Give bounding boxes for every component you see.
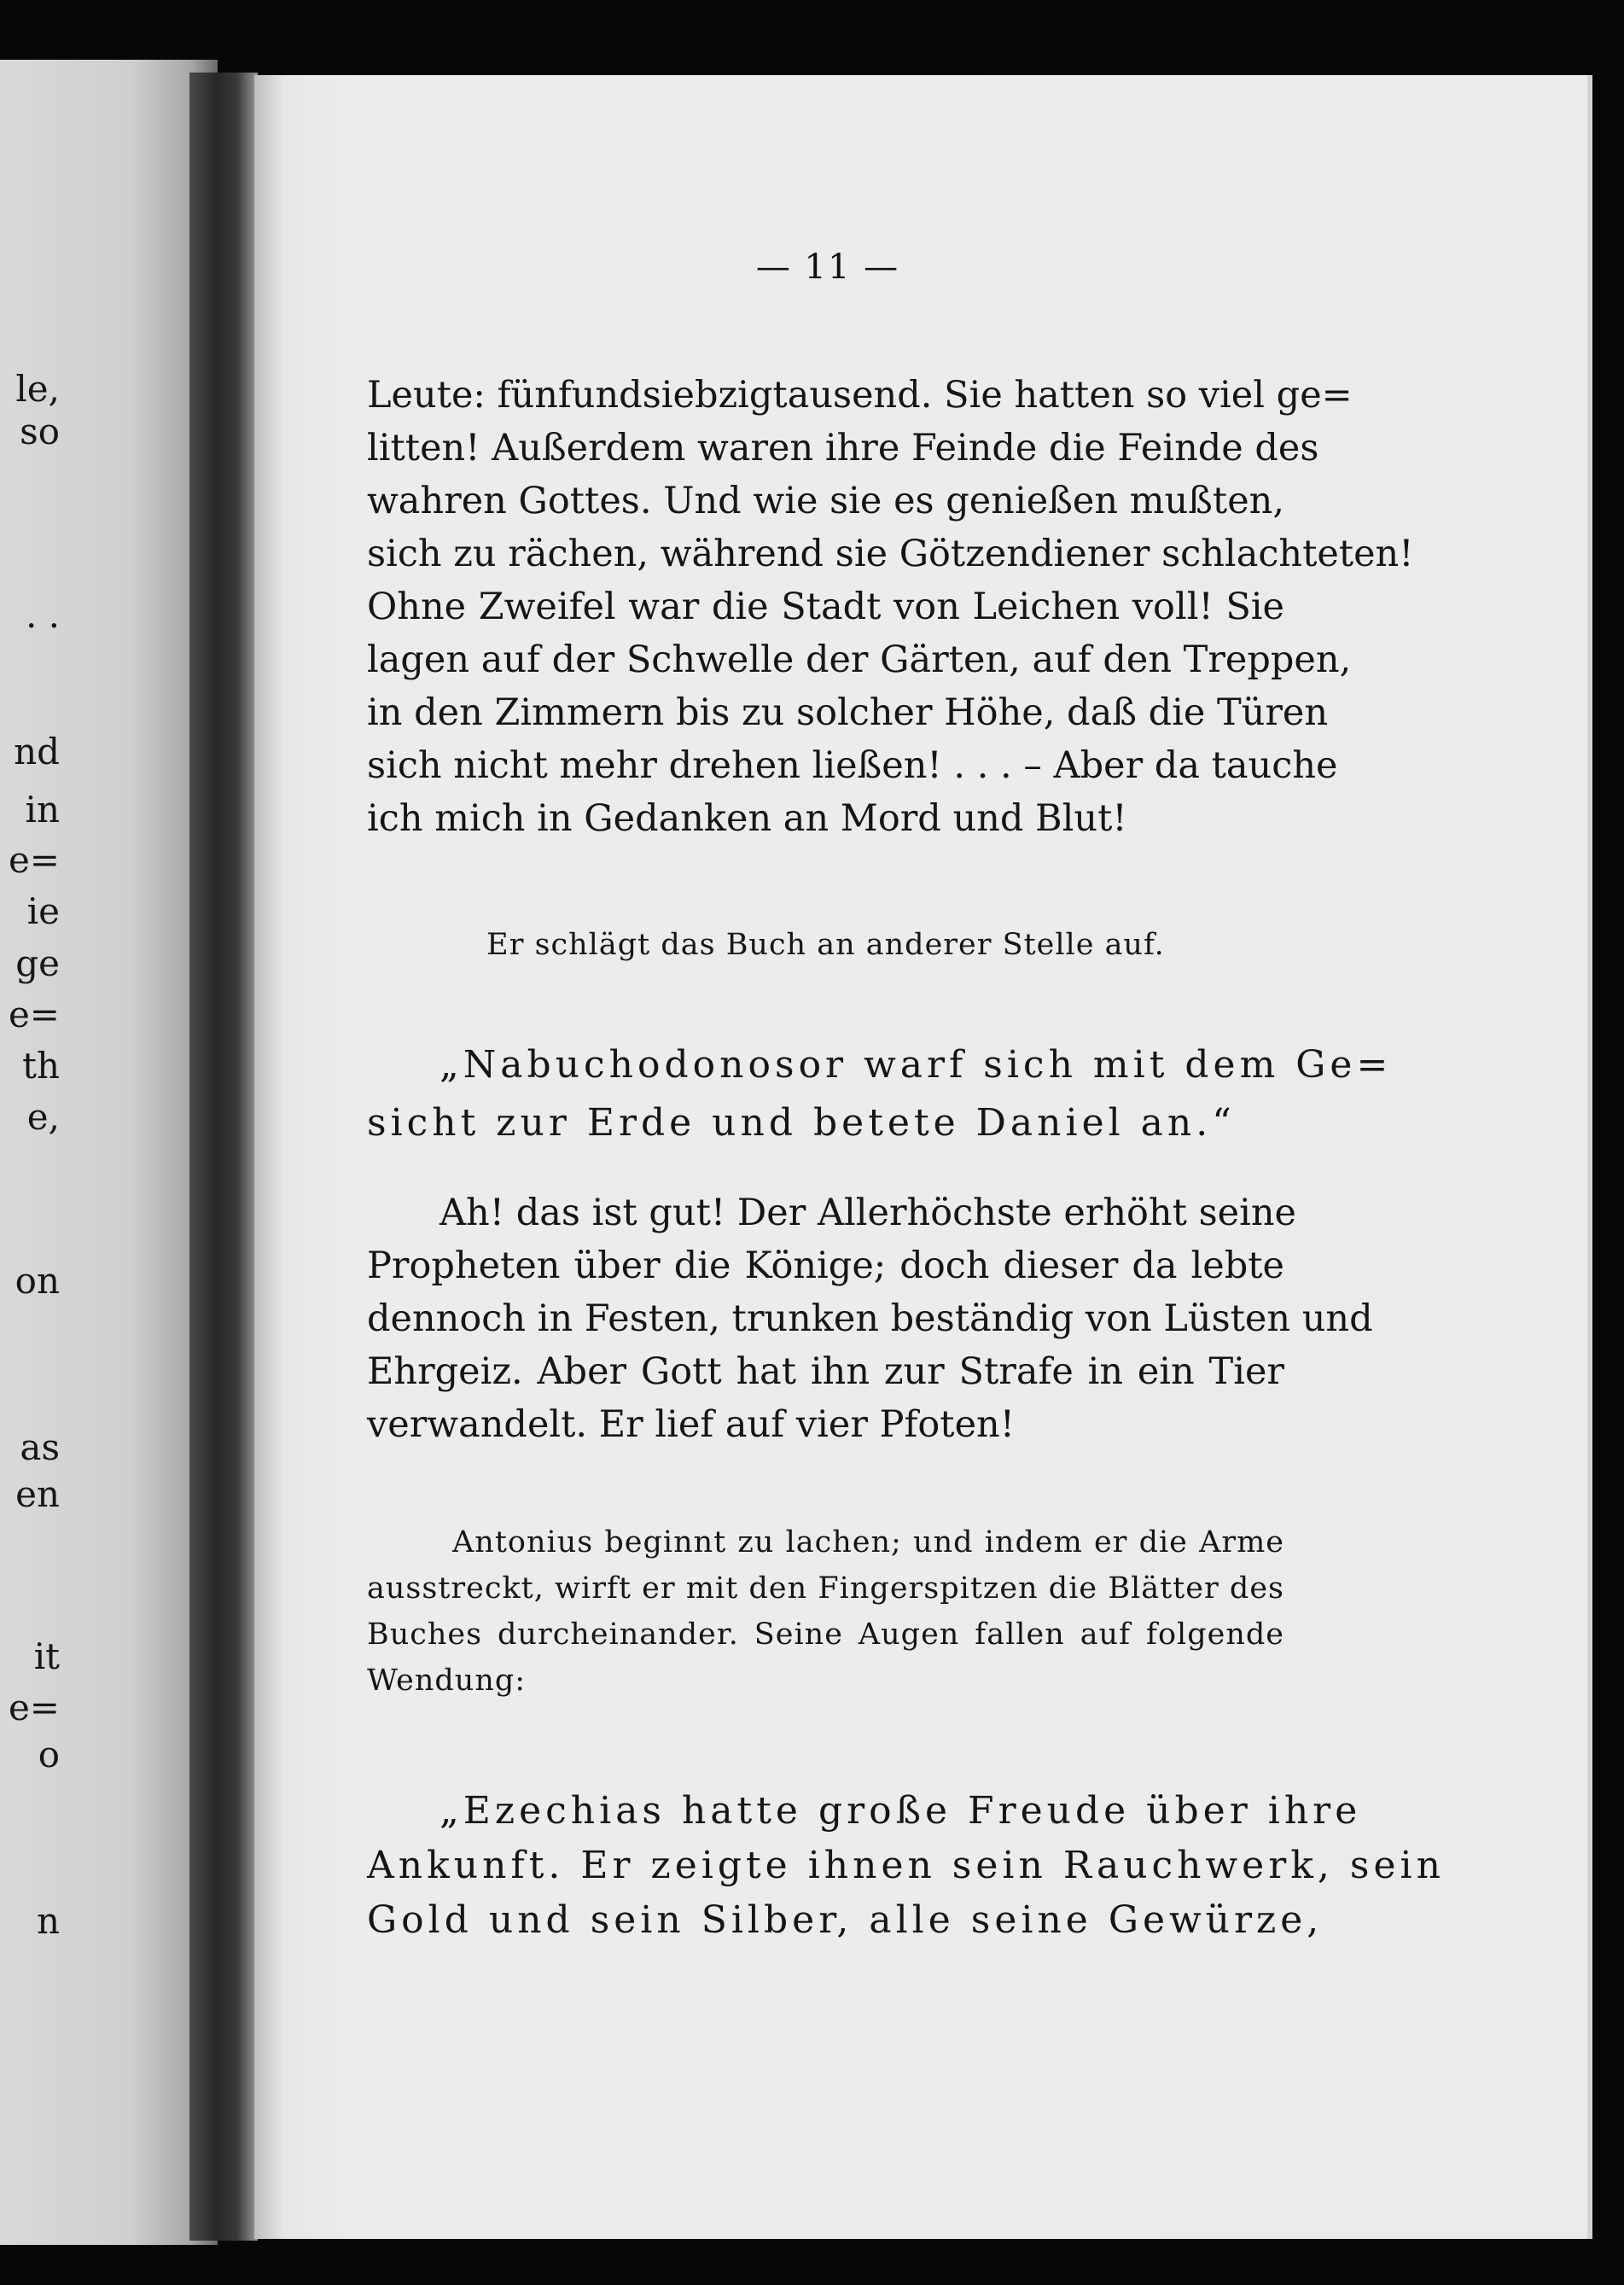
text-line: Ah! das ist gut! Der Allerhöchste erhöht seine [439,1192,1296,1234]
quote-line: „Nabuchodonosor warf sich mit dem Ge= [439,1043,1393,1087]
prev-page-fragment: th [22,1045,60,1087]
stage-direction-line: Er schlägt das Buch an anderer Stelle auf. [486,928,1165,962]
prev-page-fragment: n [36,1900,60,1942]
text-line: dennoch in Festen, trunken beständig von Lüsten und [367,1297,1373,1340]
stage-direction-line: Buches durcheinander. Seine Augen fallen auf folgende [367,1618,1284,1652]
text-line: litten! Außerdem waren ihre Feinde die Feinde des [367,427,1319,469]
prev-page-fragment: as [20,1426,60,1468]
quote-line: „Ezechias hatte große Freude über ihre [439,1789,1362,1833]
text-line: in den Zimmern bis zu solcher Höhe, daß die Türen [367,691,1329,734]
page-number: — 11 — [755,248,900,287]
stage-direction-line: Antonius beginnt zu lachen; und indem er die Arme [452,1525,1284,1559]
prev-page-fragment: en [15,1473,60,1515]
text-line: sich zu rächen, während sie Götzendiener schlachteten! [367,533,1414,575]
prev-page-fragment: o [38,1734,60,1775]
prev-page-fragment: so [20,411,60,452]
prev-page-fragment: it [33,1635,60,1677]
quote-line: Gold und sein Silber, alle seine Gewürze, [367,1898,1324,1942]
quote-line: sicht zur Erde und betete Daniel an.“ [367,1101,1236,1145]
stage-direction-line: ausstreckt, wirft er mit den Fingerspitzen die Blätter des [367,1571,1284,1606]
text-line: ich mich in Gedanken an Mord und Blut! [367,797,1127,840]
quote-line: Ankunft. Er zeigte ihnen sein Rauchwerk, sein [367,1844,1445,1887]
prev-page-fragment: ge [15,942,60,984]
text-line: lagen auf der Schwelle der Gärten, auf den Treppen, [367,638,1352,681]
prev-page-fragment: in [25,789,60,831]
prev-page-fragment: nd [14,731,60,772]
prev-page-fragment: on [15,1260,60,1302]
prev-page-fragment: e, [26,1096,60,1138]
text-line: Propheten über die Könige; doch dieser da lebte [367,1245,1284,1287]
page-edge [1587,75,1592,2239]
prev-page-fragment: ie [26,890,60,932]
text-line: Ohne Zweifel war die Stadt von Leichen voll! Sie [367,586,1284,628]
prev-page-fragment: . . [25,594,60,636]
text-line: Ehrgeiz. Aber Gott hat ihn zur Strafe in ein Tier [367,1350,1284,1393]
book-gutter-shadow [189,73,258,2241]
previous-page-edge [0,60,218,2245]
text-line: wahren Gottes. Und wie sie es genießen mußten, [367,480,1284,522]
prev-page-fragment: e= [8,839,60,881]
prev-page-fragment: e= [8,994,60,1035]
text-line: verwandelt. Er lief auf vier Pfoten! [367,1403,1015,1446]
stage-direction-line: Wendung: [367,1664,527,1698]
prev-page-fragment: le, [15,368,60,410]
prev-page-fragment: e= [8,1687,60,1728]
text-line: sich nicht mehr drehen ließen! . . . – Aber da tauche [367,744,1338,787]
text-line: Leute: fünfundsiebzigtausend. Sie hatten so viel ge= [367,374,1353,417]
